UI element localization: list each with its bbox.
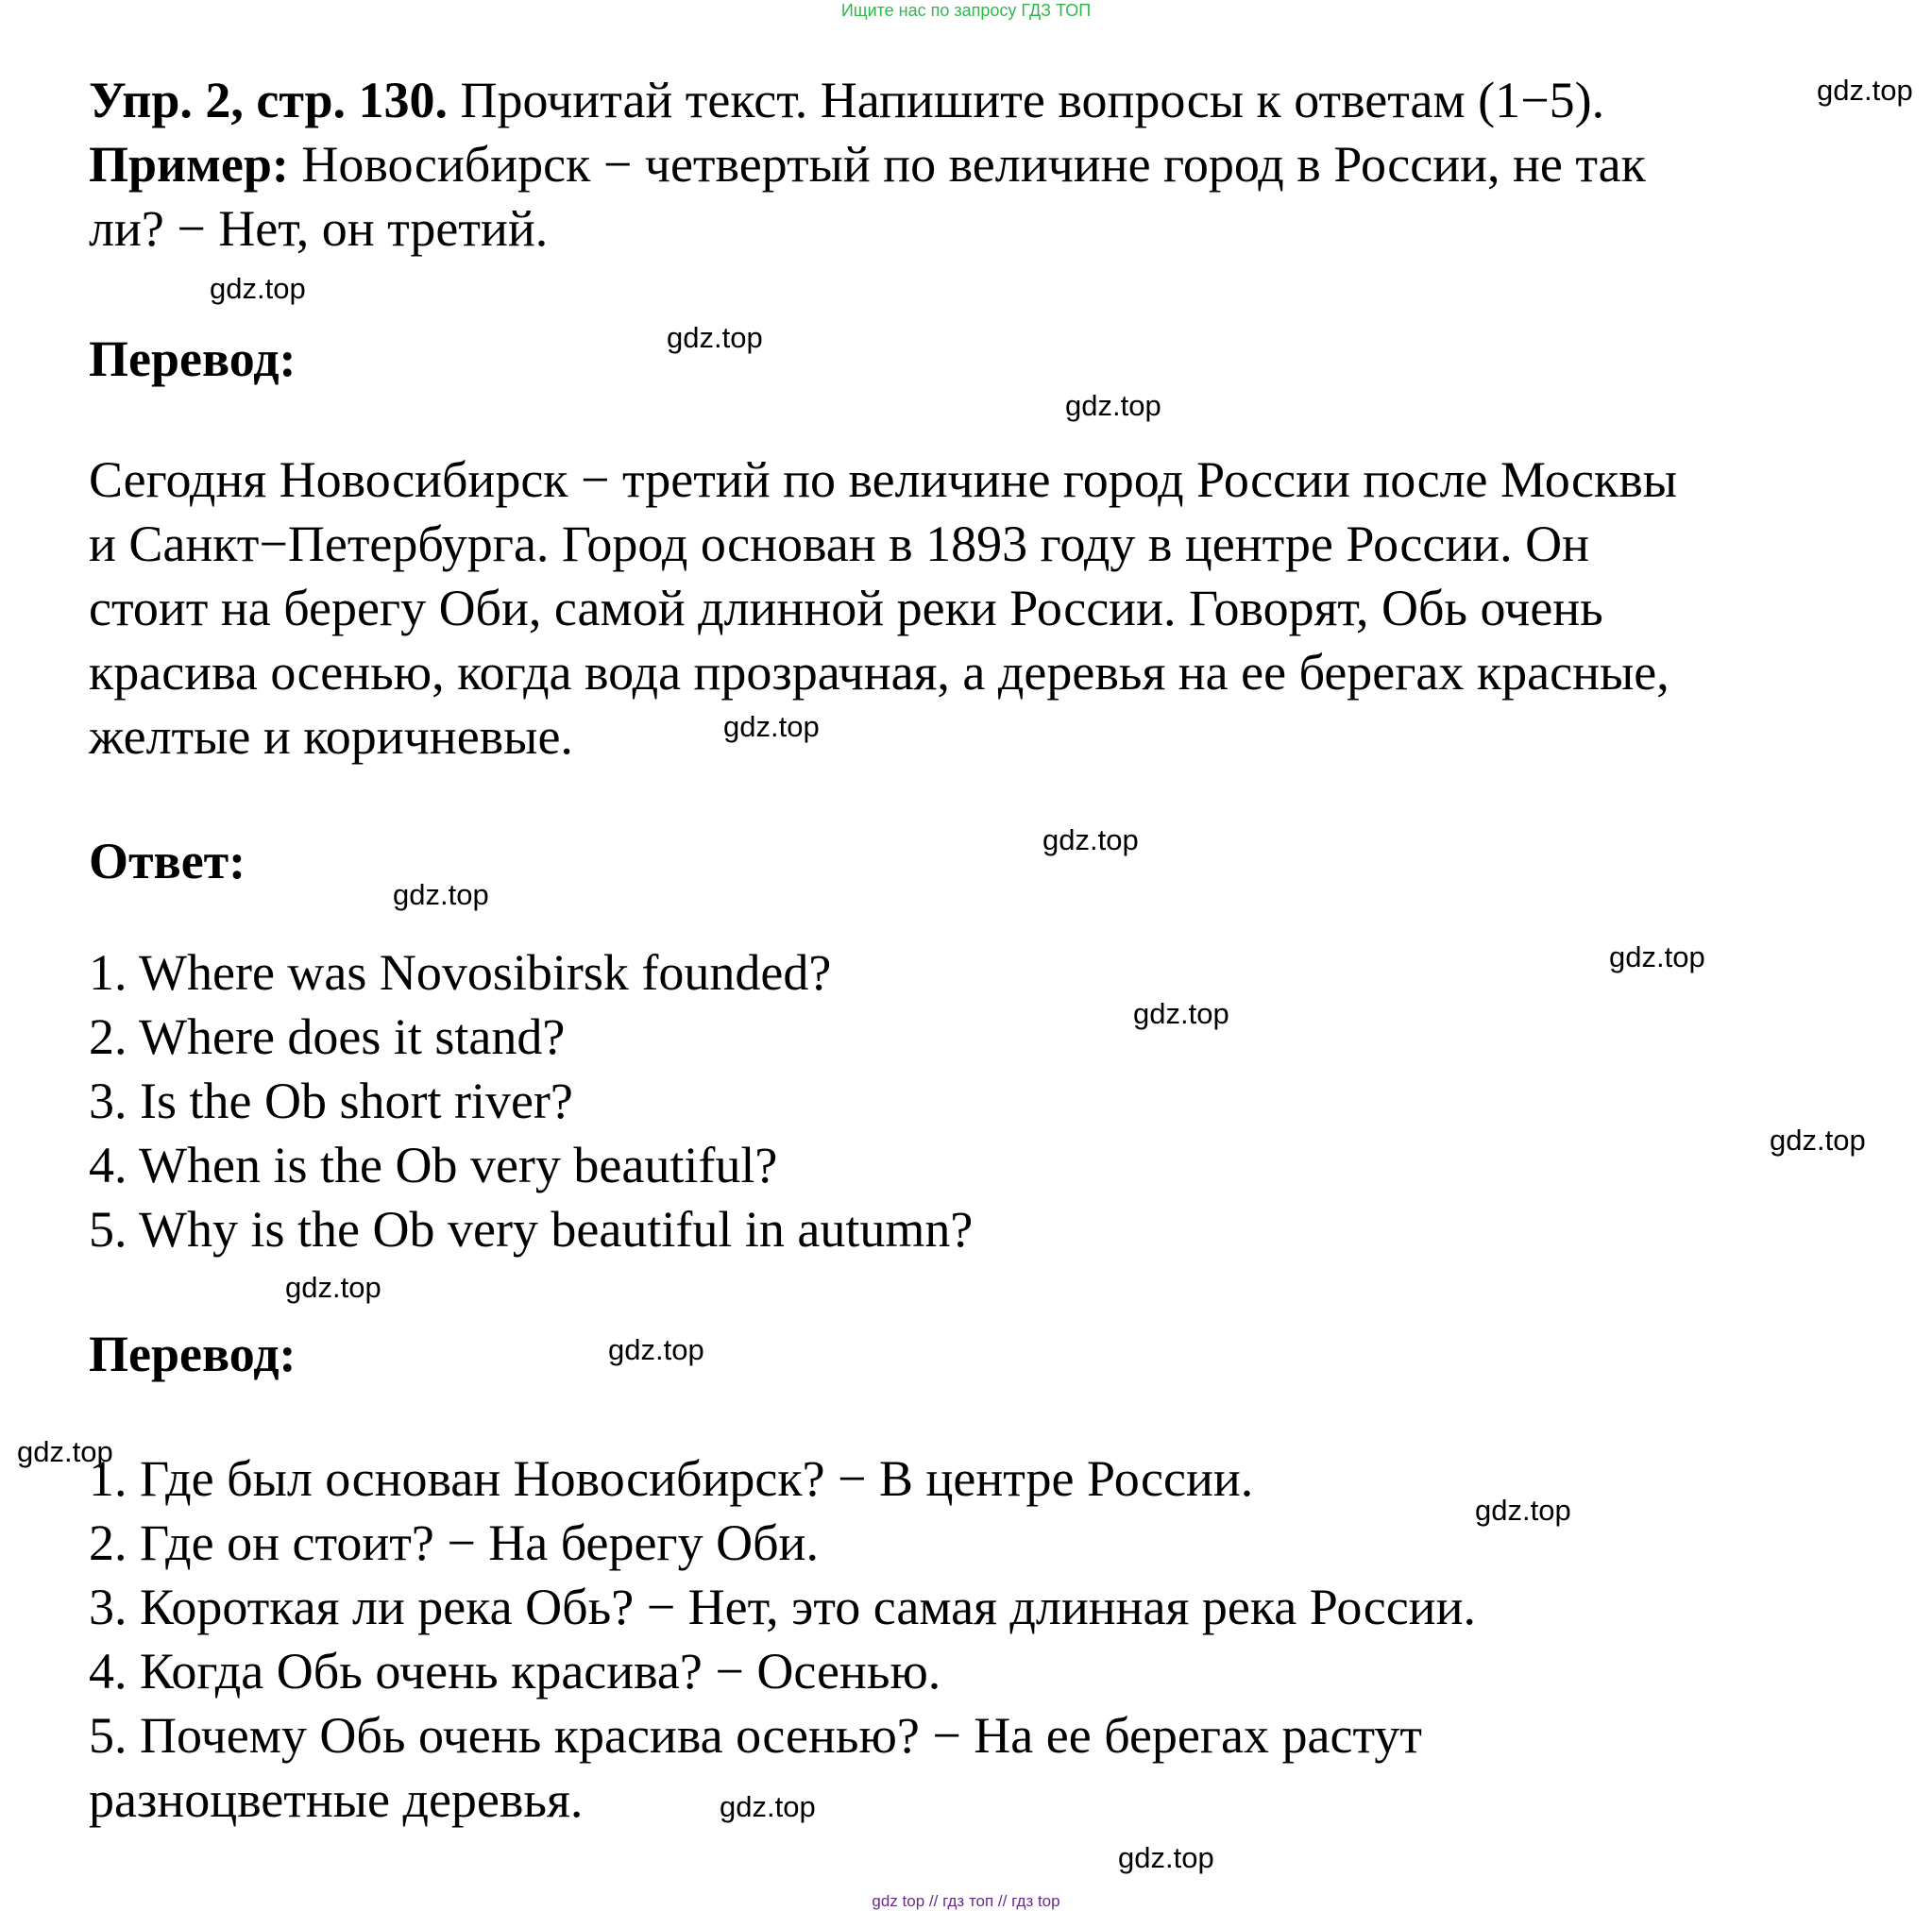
watermark: gdz.top [1118,1841,1214,1874]
translation-line: и Санкт−Петербурга. Город основан в 1893 году в центре России. Он [89,516,1590,572]
translation-line: желтые и коричневые. [89,708,573,765]
answer-item: 2. Where does it stand? [89,1008,566,1065]
watermark: gdz.top [17,1435,113,1468]
translation-line: стоит на берегу Оби, самой длинной реки России. Говорят, Обь очень [89,580,1603,636]
answer-heading: Ответ: [89,833,246,889]
watermark: gdz.top [1475,1494,1571,1527]
watermark: gdz.top [1609,940,1705,973]
translation-line: красива осенью, когда вода прозрачная, а деревья на ее берегах красные, [89,644,1669,701]
answer-item: 4. When is the Ob very beautiful? [89,1137,778,1193]
translation-heading-2: Перевод: [89,1326,297,1382]
answer-translation-item: разноцветные деревья. [89,1771,584,1828]
watermark: gdz.top [1817,74,1913,107]
watermark: gdz.top [608,1333,704,1366]
watermark: gdz.top [1133,997,1229,1030]
task-line [89,68,1864,132]
watermark: gdz.top [285,1271,381,1304]
footer-links: gdz top // гдз топ // гдз top [872,1892,1060,1910]
watermark: gdz.top [667,321,763,354]
answer-item: 1. Where was Novosibirsk founded? [89,944,832,1001]
watermark: gdz.top [1042,823,1139,856]
answer-item: 3. Is the Ob short river? [89,1073,573,1129]
watermark: gdz.top [720,1790,816,1823]
top-banner: Ищите нас по запросу ГДЗ ТОП [840,1,1092,20]
answer-translation-item: 1. Где был основан Новосибирск? − В центре России. [89,1450,1254,1507]
answer-item: 5. Why is the Ob very beautiful in autumn? [89,1201,974,1258]
watermark: gdz.top [1065,389,1161,422]
watermark: gdz.top [723,710,820,743]
task-label: Упр. 2, стр. 130. [89,72,449,128]
answer-translation-item: 5. Почему Обь очень красива осенью? − На ее берегах растут [89,1707,1422,1764]
translation-text [89,448,1864,769]
watermark: gdz.top [210,272,306,305]
answer-translation-item: 3. Короткая ли река Обь? − Нет, это самая длинная река России. [89,1579,1476,1635]
example-line-1 [89,132,1864,196]
answers-list [89,940,1864,1261]
watermark: gdz.top [393,878,489,911]
example-text-1: Новосибирск − четвертый по величине город в России, не так [288,136,1646,193]
watermark: gdz.top [1770,1124,1866,1157]
answer-translations-list [89,1446,1864,1832]
answer-translation-item: 4. Когда Обь очень красива? − Осенью. [89,1643,941,1700]
example-line-2: ли? − Нет, он третий. [89,200,549,257]
document-body [89,68,1864,1832]
answer-translation-item: 2. Где он стоит? − На берегу Оби. [89,1514,819,1571]
example-label: Пример: [89,136,289,193]
translation-heading-1: Перевод: [89,330,297,387]
task-text: Прочитай текст. Напишите вопросы к ответам (1−5). [448,72,1605,128]
translation-line: Сегодня Новосибирск − третий по величине город России после Москвы [89,451,1678,508]
